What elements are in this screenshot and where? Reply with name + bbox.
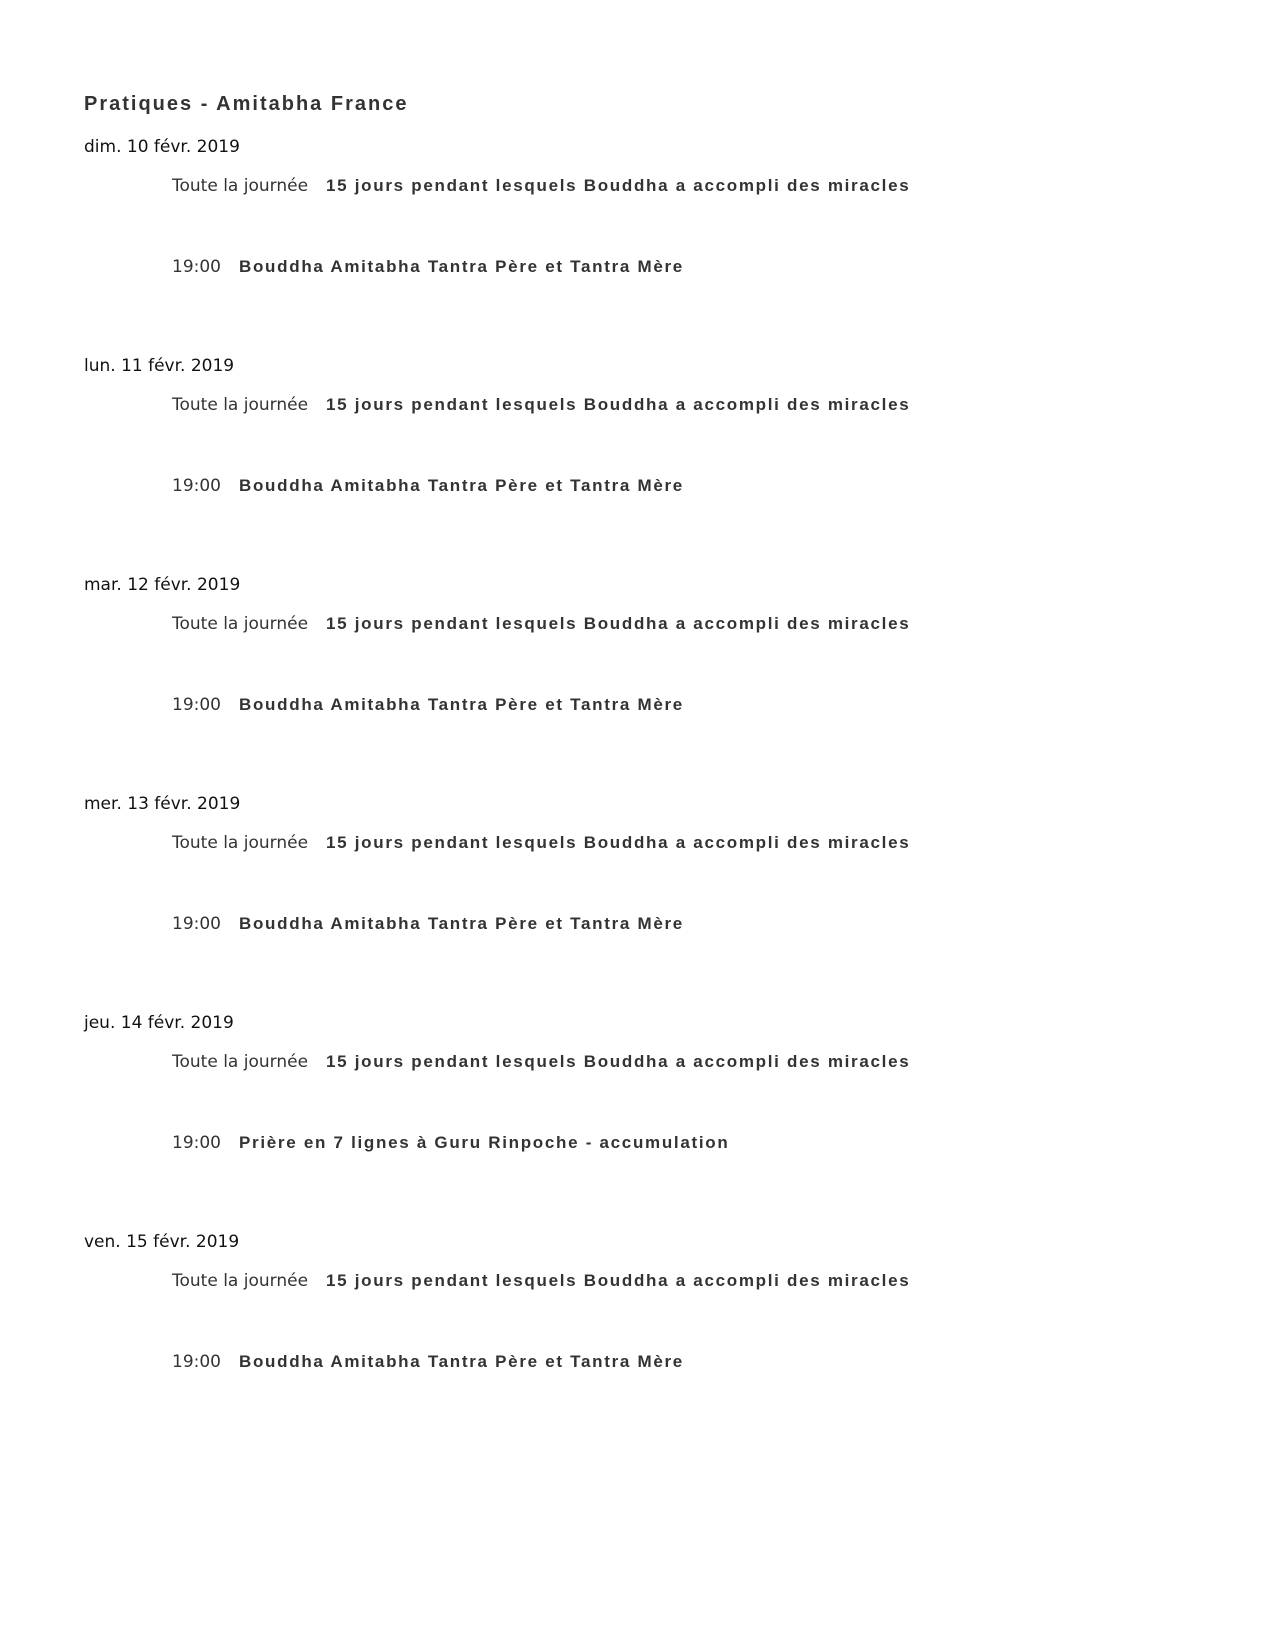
event-time: Toute la journée [172,1052,309,1072]
event-item[interactable] [172,1270,1184,1292]
day-section [84,775,1184,994]
day-section [84,337,1184,556]
agenda-page [84,90,1184,1432]
day-date: mar. 12 févr. 2019 [84,575,241,595]
day-date: ven. 15 févr. 2019 [84,1232,240,1252]
event-item[interactable] [172,256,1184,278]
event-title[interactable]: Bouddha Amitabha Tantra Père et Tantra Mère [239,914,684,933]
event-time: Toute la journée [172,614,309,634]
event-time: 19:00 [172,1133,221,1153]
event-time: Toute la journée [172,176,309,196]
page-title: Pratiques - Amitabha France [84,93,409,115]
day-date: jeu. 14 févr. 2019 [84,1013,234,1033]
day-date: dim. 10 févr. 2019 [84,137,240,157]
event-title[interactable]: Bouddha Amitabha Tantra Père et Tantra Mère [239,695,684,714]
event-title[interactable]: Bouddha Amitabha Tantra Père et Tantra Mère [239,1352,684,1371]
day-date: lun. 11 févr. 2019 [84,356,235,376]
day-section [84,1213,1184,1432]
day-section [84,556,1184,775]
event-title[interactable]: Bouddha Amitabha Tantra Père et Tantra Mère [239,476,684,495]
event-title[interactable]: 15 jours pendant lesquels Bouddha a accompli des miracles [326,833,911,852]
event-time: 19:00 [172,476,221,496]
day-date: mer. 13 févr. 2019 [84,794,241,814]
event-title[interactable]: 15 jours pendant lesquels Bouddha a accompli des miracles [326,1052,911,1071]
event-title[interactable]: Prière en 7 lignes à Guru Rinpoche - accumulation [239,1133,730,1152]
event-time: 19:00 [172,695,221,715]
event-item[interactable] [172,1051,1184,1073]
day-section [84,994,1184,1213]
day-section [84,118,1184,337]
event-title[interactable]: 15 jours pendant lesquels Bouddha a accompli des miracles [326,614,911,633]
event-item[interactable] [172,694,1184,716]
event-item[interactable] [172,1351,1184,1373]
event-time: Toute la journée [172,833,309,853]
event-title[interactable]: 15 jours pendant lesquels Bouddha a accompli des miracles [326,395,911,414]
event-time: 19:00 [172,914,221,934]
event-title[interactable]: Bouddha Amitabha Tantra Père et Tantra Mère [239,257,684,276]
event-item[interactable] [172,832,1184,854]
event-time: Toute la journée [172,395,309,415]
event-title[interactable]: 15 jours pendant lesquels Bouddha a accompli des miracles [326,176,911,195]
event-time: 19:00 [172,1352,221,1372]
event-time: 19:00 [172,257,221,277]
event-item[interactable] [172,613,1184,635]
event-item[interactable] [172,1132,1184,1154]
event-item[interactable] [172,175,1184,197]
event-item[interactable] [172,394,1184,416]
event-item[interactable] [172,913,1184,935]
event-title[interactable]: 15 jours pendant lesquels Bouddha a accompli des miracles [326,1271,911,1290]
event-time: Toute la journée [172,1271,309,1291]
event-item[interactable] [172,475,1184,497]
